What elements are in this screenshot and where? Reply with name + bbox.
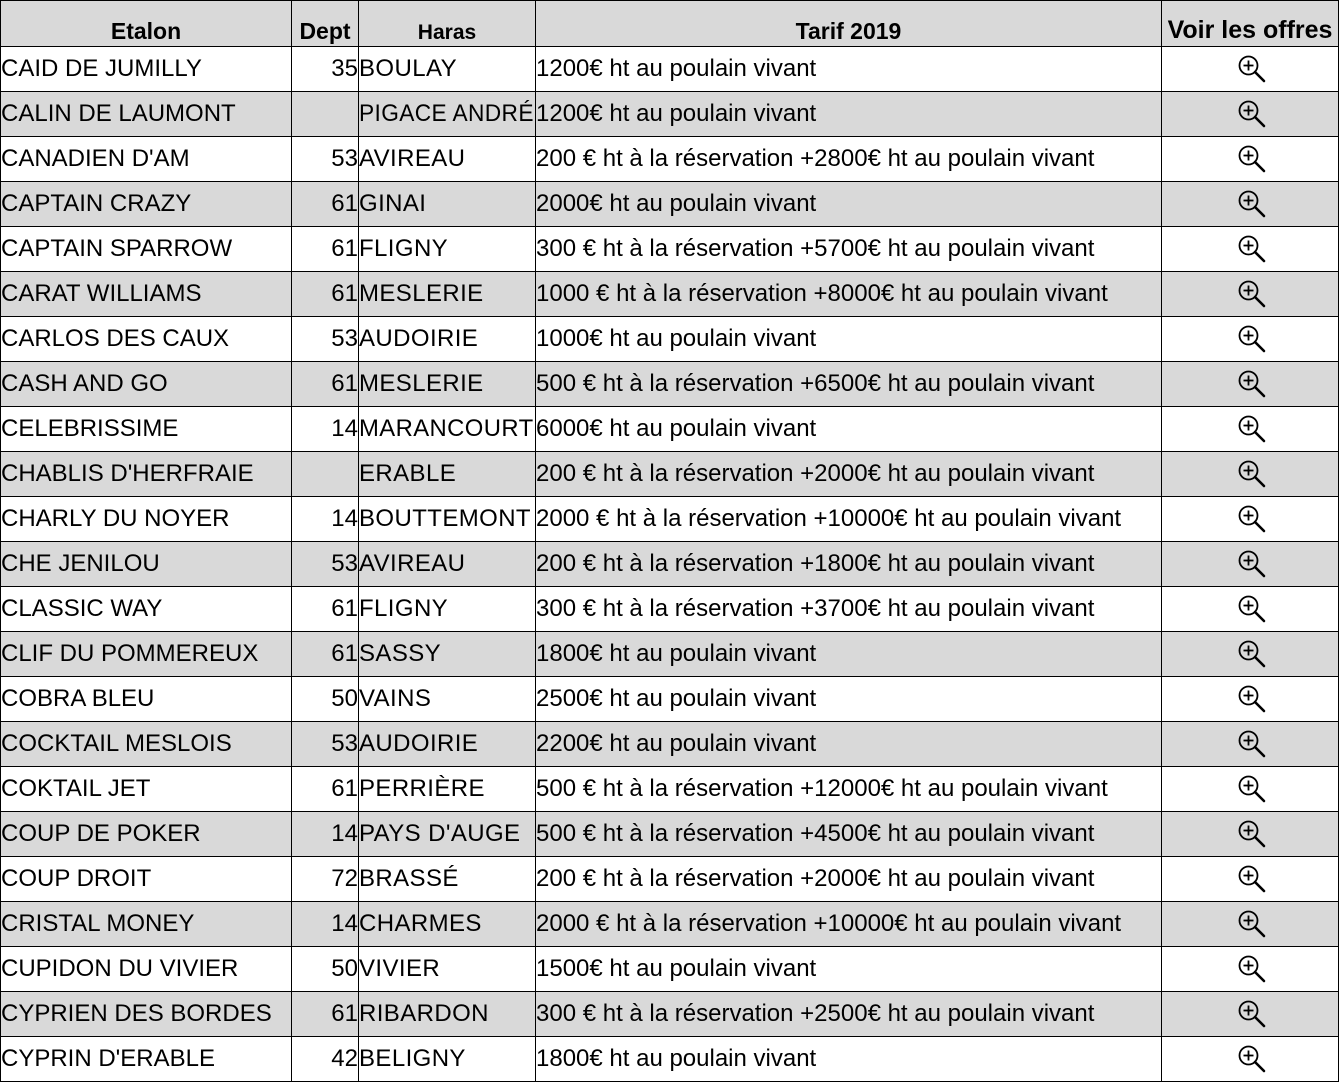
voir-offres-cell bbox=[1162, 767, 1339, 812]
etalon-name: COKTAIL JET bbox=[1, 775, 151, 802]
zoom-in-icon[interactable] bbox=[1237, 954, 1267, 984]
table-row bbox=[1, 677, 1339, 722]
haras-cell bbox=[359, 992, 536, 1037]
tarif-value: 200 € ht à la réservation +2800€ ht au poulain vivant bbox=[536, 145, 1095, 172]
voir-offres-cell bbox=[1162, 137, 1339, 182]
zoom-in-icon[interactable] bbox=[1237, 369, 1267, 399]
voir-offres-cell bbox=[1162, 632, 1339, 677]
dept-value: 61 bbox=[331, 190, 358, 217]
table-row bbox=[1, 272, 1339, 317]
etalon-cell bbox=[1, 317, 292, 362]
tarif-value: 1500€ ht au poulain vivant bbox=[536, 955, 817, 982]
voir-offres-cell bbox=[1162, 272, 1339, 317]
etalon-cell bbox=[1, 992, 292, 1037]
dept-value: 72 bbox=[331, 865, 358, 892]
haras-cell bbox=[359, 542, 536, 587]
haras-cell bbox=[359, 767, 536, 812]
tarif-cell bbox=[536, 92, 1162, 137]
tarif-cell bbox=[536, 137, 1162, 182]
haras-name: BRASSÉ bbox=[359, 865, 459, 892]
zoom-in-icon[interactable] bbox=[1237, 549, 1267, 579]
dept-value: 14 bbox=[331, 820, 358, 847]
voir-offres-cell bbox=[1162, 497, 1339, 542]
etalon-cell bbox=[1, 902, 292, 947]
dept-cell bbox=[292, 632, 359, 677]
etalon-cell bbox=[1, 632, 292, 677]
voir-offres-cell bbox=[1162, 362, 1339, 407]
tarif-value: 1200€ ht au poulain vivant bbox=[536, 55, 817, 82]
dept-cell bbox=[292, 47, 359, 92]
dept-value: 61 bbox=[331, 595, 358, 622]
dept-value: 61 bbox=[331, 280, 358, 307]
dept-cell bbox=[292, 812, 359, 857]
table-row bbox=[1, 137, 1339, 182]
tarif-value: 300 € ht à la réservation +3700€ ht au poulain vivant bbox=[536, 595, 1095, 622]
table-row bbox=[1, 722, 1339, 767]
dept-cell bbox=[292, 857, 359, 902]
voir-offres-cell bbox=[1162, 92, 1339, 137]
table-row bbox=[1, 227, 1339, 272]
voir-offres-cell bbox=[1162, 677, 1339, 722]
etalon-name: COBRA BLEU bbox=[1, 685, 155, 712]
zoom-in-icon[interactable] bbox=[1237, 459, 1267, 489]
dept-cell bbox=[292, 1037, 359, 1082]
zoom-in-icon[interactable] bbox=[1237, 414, 1267, 444]
haras-name: CHARMES bbox=[359, 910, 482, 937]
voir-offres-cell bbox=[1162, 542, 1339, 587]
tarif-cell bbox=[536, 407, 1162, 452]
haras-name: VAINS bbox=[359, 685, 432, 712]
haras-cell bbox=[359, 227, 536, 272]
tarif-value: 500 € ht à la réservation +12000€ ht au poulain vivant bbox=[536, 775, 1108, 802]
table-body bbox=[1, 47, 1339, 1082]
dept-cell bbox=[292, 722, 359, 767]
haras-name: GINAI bbox=[359, 190, 427, 217]
haras-name: PAYS D'AUGE bbox=[359, 820, 521, 847]
tarif-value: 1800€ ht au poulain vivant bbox=[536, 1045, 817, 1072]
etalon-cell bbox=[1, 1037, 292, 1082]
haras-name: AUDOIRIE bbox=[359, 325, 479, 352]
haras-cell bbox=[359, 317, 536, 362]
etalon-name: CHARLY DU NOYER bbox=[1, 505, 230, 532]
etalon-name: CLASSIC WAY bbox=[1, 595, 163, 622]
etalon-name: CLIF DU POMMEREUX bbox=[1, 640, 259, 667]
haras-name: MESLERIE bbox=[359, 280, 484, 307]
etalon-name: CALIN DE LAUMONT bbox=[1, 100, 236, 127]
tarif-value: 1000 € ht à la réservation +8000€ ht au poulain vivant bbox=[536, 280, 1108, 307]
table-row bbox=[1, 497, 1339, 542]
etalon-name: CAID DE JUMILLY bbox=[1, 55, 202, 82]
dept-value: 50 bbox=[331, 685, 358, 712]
zoom-in-icon[interactable] bbox=[1237, 234, 1267, 264]
zoom-in-icon[interactable] bbox=[1237, 999, 1267, 1029]
table-row bbox=[1, 47, 1339, 92]
tarif-cell bbox=[536, 542, 1162, 587]
tarif-cell bbox=[536, 677, 1162, 722]
table-row bbox=[1, 407, 1339, 452]
etalon-name: CARLOS DES CAUX bbox=[1, 325, 230, 352]
tarif-value: 300 € ht à la réservation +2500€ ht au poulain vivant bbox=[536, 1000, 1095, 1027]
etalon-cell bbox=[1, 272, 292, 317]
dept-value: 61 bbox=[331, 640, 358, 667]
voir-offres-cell bbox=[1162, 47, 1339, 92]
voir-offres-cell bbox=[1162, 317, 1339, 362]
dept-cell bbox=[292, 587, 359, 632]
etalon-name: COUP DE POKER bbox=[1, 820, 201, 847]
tarif-value: 2000 € ht à la réservation +10000€ ht au poulain vivant bbox=[536, 910, 1122, 937]
etalon-name: CASH AND GO bbox=[1, 370, 168, 397]
haras-cell bbox=[359, 272, 536, 317]
dept-cell bbox=[292, 947, 359, 992]
table-row bbox=[1, 587, 1339, 632]
table-row bbox=[1, 452, 1339, 497]
dept-cell bbox=[292, 902, 359, 947]
haras-name: AVIREAU bbox=[359, 550, 466, 577]
etalon-cell bbox=[1, 857, 292, 902]
table-row bbox=[1, 542, 1339, 587]
table-row bbox=[1, 947, 1339, 992]
table-row bbox=[1, 857, 1339, 902]
etalon-name: COUP DROIT bbox=[1, 865, 152, 892]
haras-name: ERABLE bbox=[359, 460, 457, 487]
dept-value: 14 bbox=[331, 910, 358, 937]
tarif-cell bbox=[536, 47, 1162, 92]
voir-offres-cell bbox=[1162, 1037, 1339, 1082]
dept-value: 61 bbox=[331, 775, 358, 802]
etalon-cell bbox=[1, 587, 292, 632]
zoom-in-icon[interactable] bbox=[1237, 864, 1267, 894]
dept-cell bbox=[292, 182, 359, 227]
voir-offres-cell bbox=[1162, 452, 1339, 497]
etalon-name: CANADIEN D'AM bbox=[1, 145, 190, 172]
tarif-cell bbox=[536, 902, 1162, 947]
zoom-in-icon[interactable] bbox=[1237, 54, 1267, 84]
dept-cell bbox=[292, 407, 359, 452]
haras-name: SASSY bbox=[359, 640, 442, 667]
haras-cell bbox=[359, 137, 536, 182]
etalon-cell bbox=[1, 362, 292, 407]
etalon-cell bbox=[1, 767, 292, 812]
tarif-cell bbox=[536, 812, 1162, 857]
zoom-in-icon[interactable] bbox=[1237, 99, 1267, 129]
etalon-cell bbox=[1, 947, 292, 992]
tarif-cell bbox=[536, 587, 1162, 632]
table-row bbox=[1, 362, 1339, 407]
tarif-value: 2500€ ht au poulain vivant bbox=[536, 685, 817, 712]
zoom-in-icon[interactable] bbox=[1237, 504, 1267, 534]
header-tarif: Tarif 2019 bbox=[536, 1, 1162, 47]
etalon-cell bbox=[1, 92, 292, 137]
tarif-value: 300 € ht à la réservation +5700€ ht au poulain vivant bbox=[536, 235, 1095, 262]
tarif-cell bbox=[536, 497, 1162, 542]
voir-offres-cell bbox=[1162, 227, 1339, 272]
haras-cell bbox=[359, 452, 536, 497]
dept-value: 53 bbox=[331, 550, 358, 577]
etalon-cell bbox=[1, 227, 292, 272]
tarif-cell bbox=[536, 272, 1162, 317]
voir-offres-cell bbox=[1162, 587, 1339, 632]
voir-offres-cell bbox=[1162, 857, 1339, 902]
etalon-cell bbox=[1, 182, 292, 227]
etalon-name: COCKTAIL MESLOIS bbox=[1, 730, 232, 757]
haras-cell bbox=[359, 497, 536, 542]
voir-offres-cell bbox=[1162, 182, 1339, 227]
dept-value: 53 bbox=[331, 730, 358, 757]
haras-cell bbox=[359, 722, 536, 767]
etalon-name: CUPIDON DU VIVIER bbox=[1, 955, 239, 982]
etalon-name: CHE JENILOU bbox=[1, 550, 160, 577]
zoom-in-icon[interactable] bbox=[1237, 819, 1267, 849]
zoom-in-icon[interactable] bbox=[1237, 729, 1267, 759]
zoom-in-icon[interactable] bbox=[1237, 594, 1267, 624]
voir-offres-cell bbox=[1162, 722, 1339, 767]
tarif-cell bbox=[536, 767, 1162, 812]
header-etalon: Etalon bbox=[1, 1, 292, 47]
haras-name: FLIGNY bbox=[359, 235, 449, 262]
table-row bbox=[1, 317, 1339, 362]
tarif-cell bbox=[536, 182, 1162, 227]
voir-offres-cell bbox=[1162, 812, 1339, 857]
table-row bbox=[1, 1037, 1339, 1082]
dept-value: 42 bbox=[331, 1045, 358, 1072]
zoom-in-icon[interactable] bbox=[1237, 774, 1267, 804]
haras-cell bbox=[359, 857, 536, 902]
table-row bbox=[1, 767, 1339, 812]
etalon-cell bbox=[1, 677, 292, 722]
table-row bbox=[1, 92, 1339, 137]
tarif-cell bbox=[536, 1037, 1162, 1082]
etalon-name: CHABLIS D'HERFRAIE bbox=[1, 460, 254, 487]
etalon-cell bbox=[1, 137, 292, 182]
haras-cell bbox=[359, 182, 536, 227]
tarif-cell bbox=[536, 857, 1162, 902]
tarif-cell bbox=[536, 947, 1162, 992]
etalon-cell bbox=[1, 47, 292, 92]
haras-name: FLIGNY bbox=[359, 595, 449, 622]
haras-name: BELIGNY bbox=[359, 1045, 466, 1072]
dept-value: 14 bbox=[331, 415, 358, 442]
voir-offres-cell bbox=[1162, 992, 1339, 1037]
tarif-value: 2200€ ht au poulain vivant bbox=[536, 730, 817, 757]
etalon-cell bbox=[1, 407, 292, 452]
dept-value: 35 bbox=[331, 55, 358, 82]
tarif-cell bbox=[536, 452, 1162, 497]
zoom-in-icon[interactable] bbox=[1237, 639, 1267, 669]
dept-value: 53 bbox=[331, 145, 358, 172]
etalon-cell bbox=[1, 542, 292, 587]
dept-cell bbox=[292, 992, 359, 1037]
haras-cell bbox=[359, 362, 536, 407]
header-voir-les-offres: Voir les offres bbox=[1162, 1, 1339, 47]
tarif-value: 500 € ht à la réservation +4500€ ht au poulain vivant bbox=[536, 820, 1095, 847]
haras-cell bbox=[359, 407, 536, 452]
haras-cell bbox=[359, 92, 536, 137]
haras-cell bbox=[359, 677, 536, 722]
dept-cell bbox=[292, 227, 359, 272]
etalon-name: CRISTAL MONEY bbox=[1, 910, 195, 937]
table-row bbox=[1, 812, 1339, 857]
dept-cell bbox=[292, 362, 359, 407]
etalon-name: CYPRIN D'ERABLE bbox=[1, 1045, 215, 1072]
zoom-in-icon[interactable] bbox=[1237, 909, 1267, 939]
table-row bbox=[1, 182, 1339, 227]
tarif-value: 1200€ ht au poulain vivant bbox=[536, 100, 817, 127]
table-row bbox=[1, 632, 1339, 677]
zoom-in-icon[interactable] bbox=[1237, 279, 1267, 309]
tarif-cell bbox=[536, 227, 1162, 272]
haras-cell bbox=[359, 47, 536, 92]
tarif-value: 6000€ ht au poulain vivant bbox=[536, 415, 817, 442]
tarif-value: 200 € ht à la réservation +2000€ ht au poulain vivant bbox=[536, 865, 1095, 892]
dept-cell bbox=[292, 677, 359, 722]
dept-value: 53 bbox=[331, 325, 358, 352]
tarif-cell bbox=[536, 362, 1162, 407]
etalon-name: CAPTAIN SPARROW bbox=[1, 235, 233, 262]
haras-name: AUDOIRIE bbox=[359, 730, 479, 757]
zoom-in-icon[interactable] bbox=[1237, 144, 1267, 174]
haras-name: AVIREAU bbox=[359, 145, 466, 172]
haras-name: PERRIÈRE bbox=[359, 775, 485, 802]
haras-name: BOULAY bbox=[359, 55, 457, 82]
voir-offres-cell bbox=[1162, 947, 1339, 992]
zoom-in-icon[interactable] bbox=[1237, 324, 1267, 354]
haras-cell bbox=[359, 632, 536, 677]
haras-name: RIBARDON bbox=[359, 1000, 489, 1027]
haras-name: PIGACE ANDRÉ bbox=[359, 100, 534, 127]
dept-cell bbox=[292, 767, 359, 812]
tarif-value: 200 € ht à la réservation +2000€ ht au poulain vivant bbox=[536, 460, 1095, 487]
voir-offres-cell bbox=[1162, 407, 1339, 452]
dept-value: 61 bbox=[331, 370, 358, 397]
zoom-in-icon[interactable] bbox=[1237, 1044, 1267, 1074]
dept-value: 61 bbox=[331, 1000, 358, 1027]
tarif-value: 2000 € ht à la réservation +10000€ ht au poulain vivant bbox=[536, 505, 1122, 532]
etalon-cell bbox=[1, 497, 292, 542]
etalon-cell bbox=[1, 812, 292, 857]
voir-offres-cell bbox=[1162, 902, 1339, 947]
haras-cell bbox=[359, 587, 536, 632]
dept-cell bbox=[292, 497, 359, 542]
table-header-row bbox=[1, 1, 1339, 47]
haras-cell bbox=[359, 812, 536, 857]
dept-cell bbox=[292, 92, 359, 137]
tarif-value: 1000€ ht au poulain vivant bbox=[536, 325, 817, 352]
tarif-cell bbox=[536, 632, 1162, 677]
dept-cell bbox=[292, 272, 359, 317]
etalon-cell bbox=[1, 452, 292, 497]
haras-cell bbox=[359, 902, 536, 947]
etalon-name: CAPTAIN CRAZY bbox=[1, 190, 192, 217]
tarif-value: 2000€ ht au poulain vivant bbox=[536, 190, 817, 217]
haras-name: MESLERIE bbox=[359, 370, 484, 397]
dept-cell bbox=[292, 317, 359, 362]
tarif-value: 1800€ ht au poulain vivant bbox=[536, 640, 817, 667]
etalon-name: CELEBRISSIME bbox=[1, 415, 179, 442]
haras-name: VIVIER bbox=[359, 955, 441, 982]
tarif-value: 500 € ht à la réservation +6500€ ht au poulain vivant bbox=[536, 370, 1095, 397]
zoom-in-icon[interactable] bbox=[1237, 189, 1267, 219]
header-dept: Dept bbox=[292, 1, 359, 47]
table-row bbox=[1, 902, 1339, 947]
zoom-in-icon[interactable] bbox=[1237, 684, 1267, 714]
haras-cell bbox=[359, 1037, 536, 1082]
etalon-name: CARAT WILLIAMS bbox=[1, 280, 202, 307]
table-row bbox=[1, 992, 1339, 1037]
dept-cell bbox=[292, 542, 359, 587]
header-haras: Haras bbox=[359, 1, 536, 47]
dept-value: 61 bbox=[331, 235, 358, 262]
tarif-cell bbox=[536, 722, 1162, 767]
tarif-cell bbox=[536, 992, 1162, 1037]
etalon-name: CYPRIEN DES BORDES bbox=[1, 1000, 272, 1027]
dept-value: 50 bbox=[331, 955, 358, 982]
haras-cell bbox=[359, 947, 536, 992]
etalon-cell bbox=[1, 722, 292, 767]
haras-name: BOUTTEMONT bbox=[359, 505, 531, 532]
tarif-value: 200 € ht à la réservation +1800€ ht au poulain vivant bbox=[536, 550, 1095, 577]
haras-name: MARANCOURT bbox=[359, 415, 534, 442]
dept-cell bbox=[292, 452, 359, 497]
tarif-cell bbox=[536, 317, 1162, 362]
dept-value: 14 bbox=[331, 505, 358, 532]
dept-cell bbox=[292, 137, 359, 182]
